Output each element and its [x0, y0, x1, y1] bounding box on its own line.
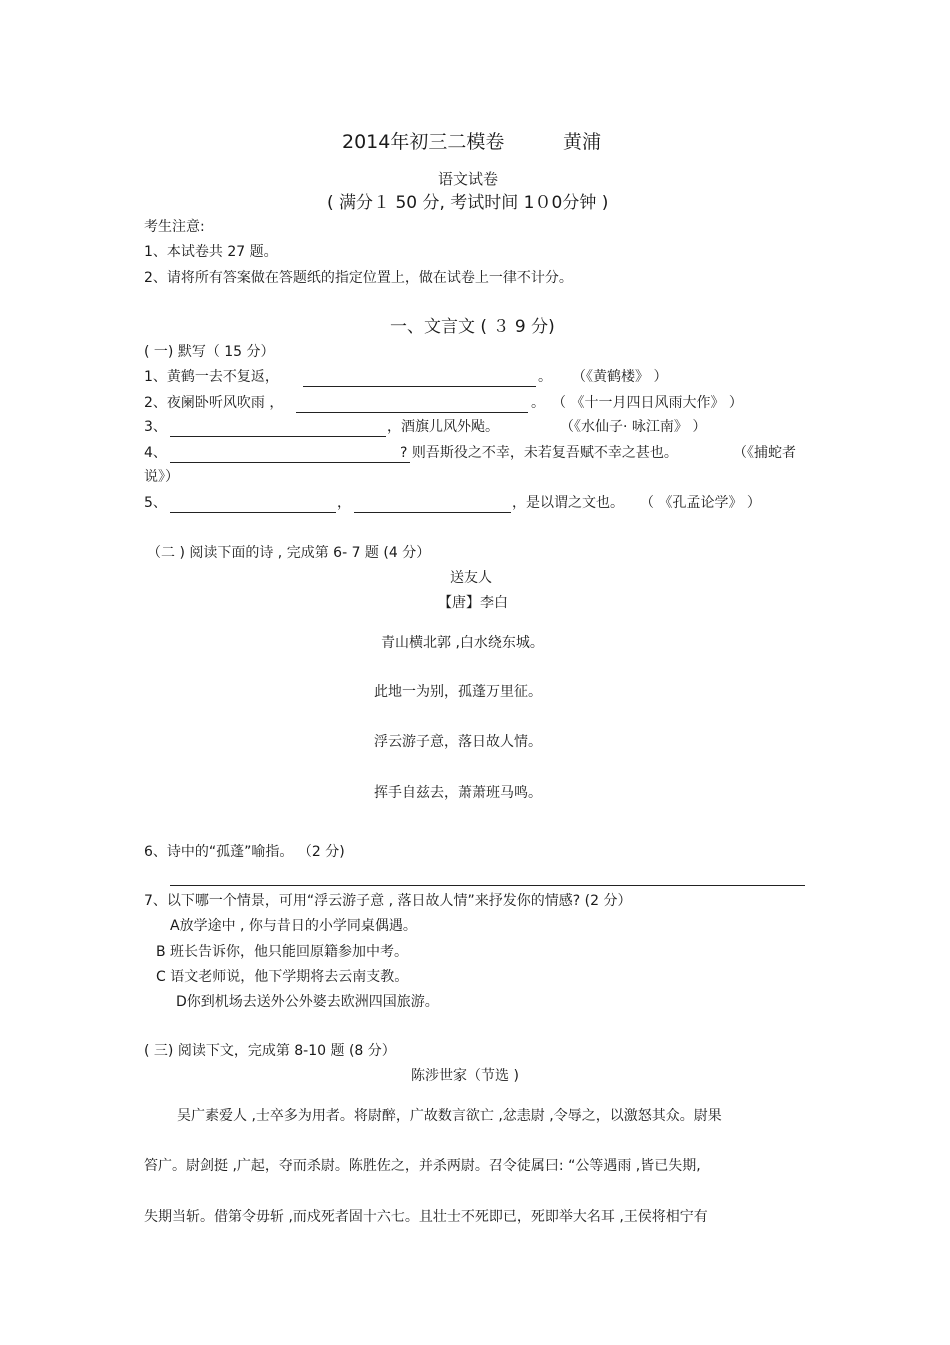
question-5: ，是以谓之文也。	[512, 495, 624, 511]
question-1: 1、黄鹤一去不复返，	[144, 369, 279, 385]
question-7: 7、以下哪一个情景，可用“浮云游子意 , 落日故人情”来抒发你的情感? (2 分）	[144, 893, 632, 909]
part-heading: （二 ) 阅读下面的诗 , 完成第 6- 7 题 (4 分）	[147, 545, 431, 561]
notice-item: 2、请将所有答案做在答题纸的指定位置上，做在试卷上一律不计分。	[144, 270, 573, 286]
question-4-source-cont: 说》）	[144, 469, 179, 485]
option-d: D你到机场去送外公外婆去欧洲四国旅游。	[176, 994, 439, 1010]
question-2-end: 。	[531, 395, 545, 411]
question-6: 6、诗中的“孤蓬”喻指。 （2 分)	[144, 844, 345, 860]
answer-blank	[354, 512, 511, 513]
answer-blank	[303, 386, 536, 387]
question-4: ? 则吾斯役之不幸，未若复吾赋不幸之甚也。	[400, 445, 678, 461]
part-heading: ( 三) 阅读下文，完成第 8-10 题 (8 分）	[144, 1043, 396, 1059]
section-title: 一、文言文 ( ３ 9 分)	[390, 317, 555, 337]
poem-line: 此地一为别，孤蓬万里征。	[374, 684, 542, 700]
question-5-source: （ 《孔孟论学》 ）	[640, 495, 761, 511]
exam-title: 2014年初三二模卷	[342, 131, 505, 153]
question-1-end: 。	[538, 369, 552, 385]
passage-line: 笞广。尉剑挺 ,广起，夺而杀尉。陈胜佐之，并杀两尉。召令徒属曰: “公等遇雨 ,皆已失期,	[144, 1158, 701, 1174]
question-2-source: （ 《十一月四日风雨大作》 ）	[552, 395, 743, 411]
notice-heading: 考生注意:	[144, 219, 205, 235]
question-3: ，酒旗儿风外飐。	[387, 419, 499, 435]
option-a: A放学途中 , 你与昔日的小学同桌偶遇。	[170, 918, 417, 934]
option-c: C 语文老师说，他下学期将去云南支教。	[156, 969, 409, 985]
answer-blank	[170, 436, 386, 437]
answer-blank	[170, 512, 336, 513]
passage-title: 陈涉世家（节选 )	[411, 1068, 519, 1084]
question-5-num: 5、	[144, 495, 167, 511]
poem-title: 送友人	[450, 570, 492, 586]
question-4-source: （《捕蛇者	[733, 445, 796, 461]
notice-item: 1、本试卷共 27 题。	[144, 244, 278, 260]
question-2: 2、夜阑卧听风吹雨 ，	[144, 395, 284, 411]
option-b: B 班长告诉你，他只能回原籍参加中考。	[156, 944, 409, 960]
exam-district: 黄浦	[563, 131, 602, 153]
question-1-source: （《黄鹤楼》 ）	[572, 369, 668, 385]
poem-author: 【唐】李白	[438, 595, 508, 611]
passage-line: 失期当斩。借第令毋斩 ,而戍死者固十六七。且壮士不死即已，死即举大名耳 ,王侯将相宁有	[144, 1209, 708, 1225]
question-5-sep: ，	[337, 495, 351, 511]
question-4-num: 4、	[144, 445, 167, 461]
poem-line: 挥手自兹去，萧萧班马鸣。	[374, 785, 542, 801]
exam-scoring: ( 满分１ 50 分, 考试时间 1０0分钟 )	[327, 193, 609, 213]
question-3-source: （《水仙子· 咏江南》 ）	[560, 419, 707, 435]
exam-subject: 语文试卷	[438, 170, 499, 188]
part-heading: ( 一) 默写（ 15 分）	[144, 344, 275, 360]
answer-line	[170, 885, 805, 886]
poem-line: 青山横北郭 ,白水绕东城。	[381, 635, 544, 651]
poem-line: 浮云游子意，落日故人情。	[374, 734, 542, 750]
question-3-num: 3、	[144, 419, 167, 435]
answer-blank	[296, 412, 528, 413]
answer-blank	[170, 462, 410, 463]
passage-line: 吴广素爱人 ,士卒多为用者。将尉醉，广故数言欲亡 ,忿恚尉 ,令辱之，以激怒其众。尉果	[177, 1108, 722, 1124]
